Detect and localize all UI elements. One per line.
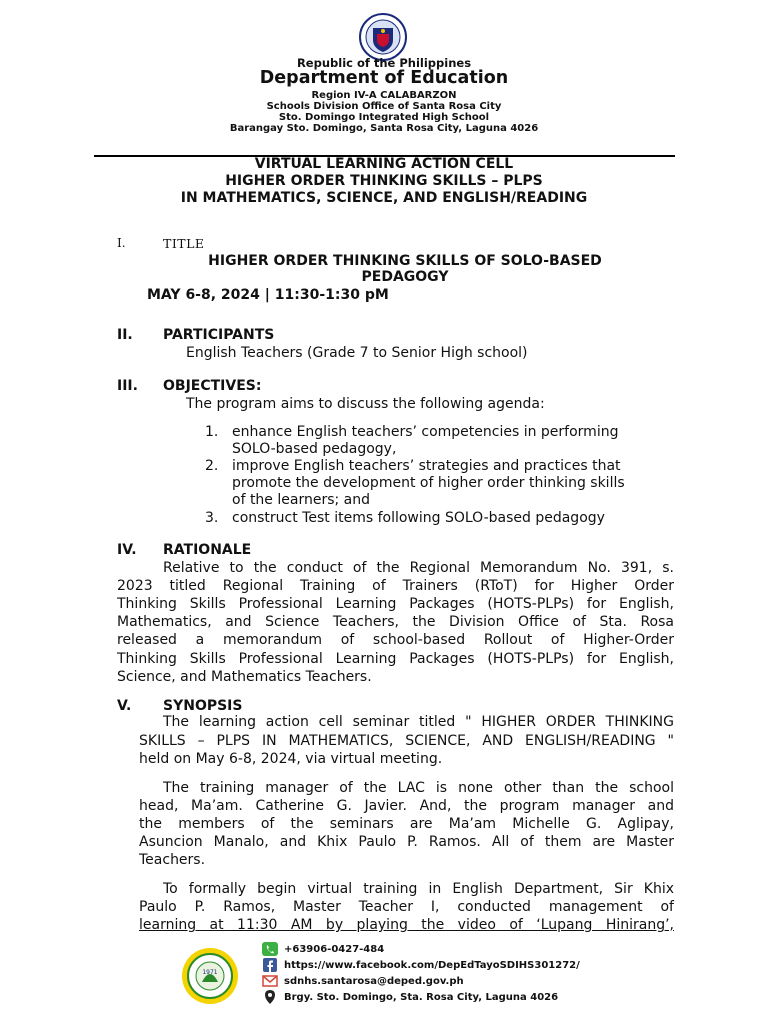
facebook-link[interactable]: https://www.facebook.com/DepEdTayoSDIHS301272/ — [284, 960, 580, 971]
list-item-line: promote the development of higher order thinking skills — [232, 475, 625, 491]
phone-icon — [262, 942, 278, 956]
list-number: 1. — [205, 424, 219, 440]
document-title — [0, 156, 768, 207]
section-heading-participants: PARTICIPANTS — [163, 327, 275, 343]
paragraph-line: To formally begin virtual training in English Department, Sir Khix — [163, 881, 674, 897]
paragraph-line: Science, and Mathematics Teachers. — [117, 669, 372, 685]
paragraph-line: released a memorandum of school-based Rollout of Higher-Order — [117, 632, 674, 648]
email-address[interactable]: sdnhs.santarosa@deped.gov.ph — [284, 976, 464, 987]
phone-number: +63906-0427-484 — [284, 944, 385, 955]
lac-date: MAY 6-8, 2024 | 11:30-1:30 pM — [147, 287, 389, 303]
school-address: Barangay Sto. Domingo, Santa Rosa City, Laguna 4026 — [229, 123, 539, 134]
section-heading-rationale: RATIONALE — [163, 542, 252, 558]
lac-title-line: PEDAGOGY — [361, 269, 449, 285]
paragraph-line: 2023 titled Regional Training of Trainers (RToT) for Higher Order — [117, 578, 674, 594]
contact-email — [262, 974, 464, 990]
paragraph-line: SKILLS – PLPS IN MATHEMATICS, SCIENCE, AND ENGLISH/READING " — [139, 733, 674, 749]
deped-seal-logo — [354, 12, 412, 62]
section-heading-title: TITLE — [163, 236, 205, 251]
list-item-line: construct Test items following SOLO-based pedagogy — [232, 510, 605, 526]
lac-title-line: HIGHER ORDER THINKING SKILLS OF SOLO-BASED — [208, 253, 602, 269]
section-numeral: IV. — [117, 542, 137, 558]
section-heading-synopsis: SYNOPSIS — [163, 698, 243, 714]
paragraph-line: The learning action cell seminar titled " HIGHER ORDER THINKING — [163, 714, 674, 730]
department-name: Department of Education — [259, 68, 509, 88]
list-item — [205, 458, 675, 509]
document-title-line: VIRTUAL LEARNING ACTION CELL — [254, 156, 514, 172]
contact-phone — [262, 942, 384, 958]
list-number: 2. — [205, 458, 219, 474]
list-item — [205, 424, 675, 458]
list-item-line: SOLO-based pedagogy, — [232, 441, 397, 457]
paragraph-line: learning at 11:30 AM by playing the video of ‘Lupang Hinirang’, — [139, 917, 674, 933]
paragraph-line: the members of the seminars are Ma’am Michelle G. Aglipay, — [139, 816, 674, 832]
list-item — [205, 510, 675, 527]
section-numeral: V. — [117, 698, 132, 714]
objectives-intro: The program aims to discuss the following agenda: — [186, 396, 545, 412]
paragraph-line: Mathematics, and Science Teachers, the Division Office of Sta. Rosa — [117, 614, 674, 630]
document-title-line: IN MATHEMATICS, SCIENCE, AND ENGLISH/READING — [180, 190, 588, 206]
paragraph-line: Relative to the conduct of the Regional Memorandum No. 391, s. — [163, 560, 674, 576]
list-item-line: improve English teachers’ strategies and practices that — [232, 458, 621, 474]
facebook-icon — [262, 958, 278, 972]
division-label: Schools Division Office of Santa Rosa City — [266, 101, 502, 112]
region-label: Region IV-A CALABARZON — [311, 90, 457, 101]
paragraph-line: Paulo P. Ramos, Master Teacher I, conducted management of — [139, 899, 674, 915]
paragraph-line: head, Ma’am. Catherine G. Javier. And, the program manager and — [139, 798, 674, 814]
list-number: 3. — [205, 510, 219, 526]
paragraph-line: Thinking Skills Professional Learning Packages (HOTS-PLPs) for English, — [117, 651, 674, 667]
republic-label: Republic of the Philippines — [296, 56, 472, 70]
school-logo — [180, 946, 240, 1006]
section-numeral: II. — [117, 327, 133, 343]
list-item-line: of the learners; and — [232, 492, 371, 508]
section-heading-objectives: OBJECTIVES: — [163, 378, 262, 394]
school-logo-year: 1971 — [202, 969, 218, 976]
school-name: Sto. Domingo Integrated High School — [278, 112, 490, 123]
paragraph-line: Asuncion Manalo, and Khix Paulo P. Ramos. All of them are Master — [139, 834, 674, 850]
participants-text: English Teachers (Grade 7 to Senior High school) — [186, 345, 528, 361]
location-pin-icon — [262, 990, 278, 1004]
paragraph-line: The training manager of the LAC is none other than the school — [163, 780, 674, 796]
paragraph-line: held on May 6-8, 2024, via virtual meeting. — [139, 751, 443, 767]
list-item-line: enhance English teachers’ competencies in performing — [232, 424, 619, 440]
contact-address — [262, 990, 558, 1006]
footer-address: Brgy. Sto. Domingo, Sta. Rosa City, Laguna 4026 — [284, 992, 559, 1003]
document-title-line: HIGHER ORDER THINKING SKILLS – PLPS — [225, 173, 543, 189]
paragraph-line: Thinking Skills Professional Learning Packages (HOTS-PLPs) for English, — [117, 596, 674, 612]
section-numeral: III. — [117, 378, 138, 394]
paragraph-line: Teachers. — [139, 852, 206, 868]
section-numeral: I. — [117, 236, 126, 250]
email-icon — [262, 974, 278, 988]
contact-facebook — [262, 958, 580, 974]
